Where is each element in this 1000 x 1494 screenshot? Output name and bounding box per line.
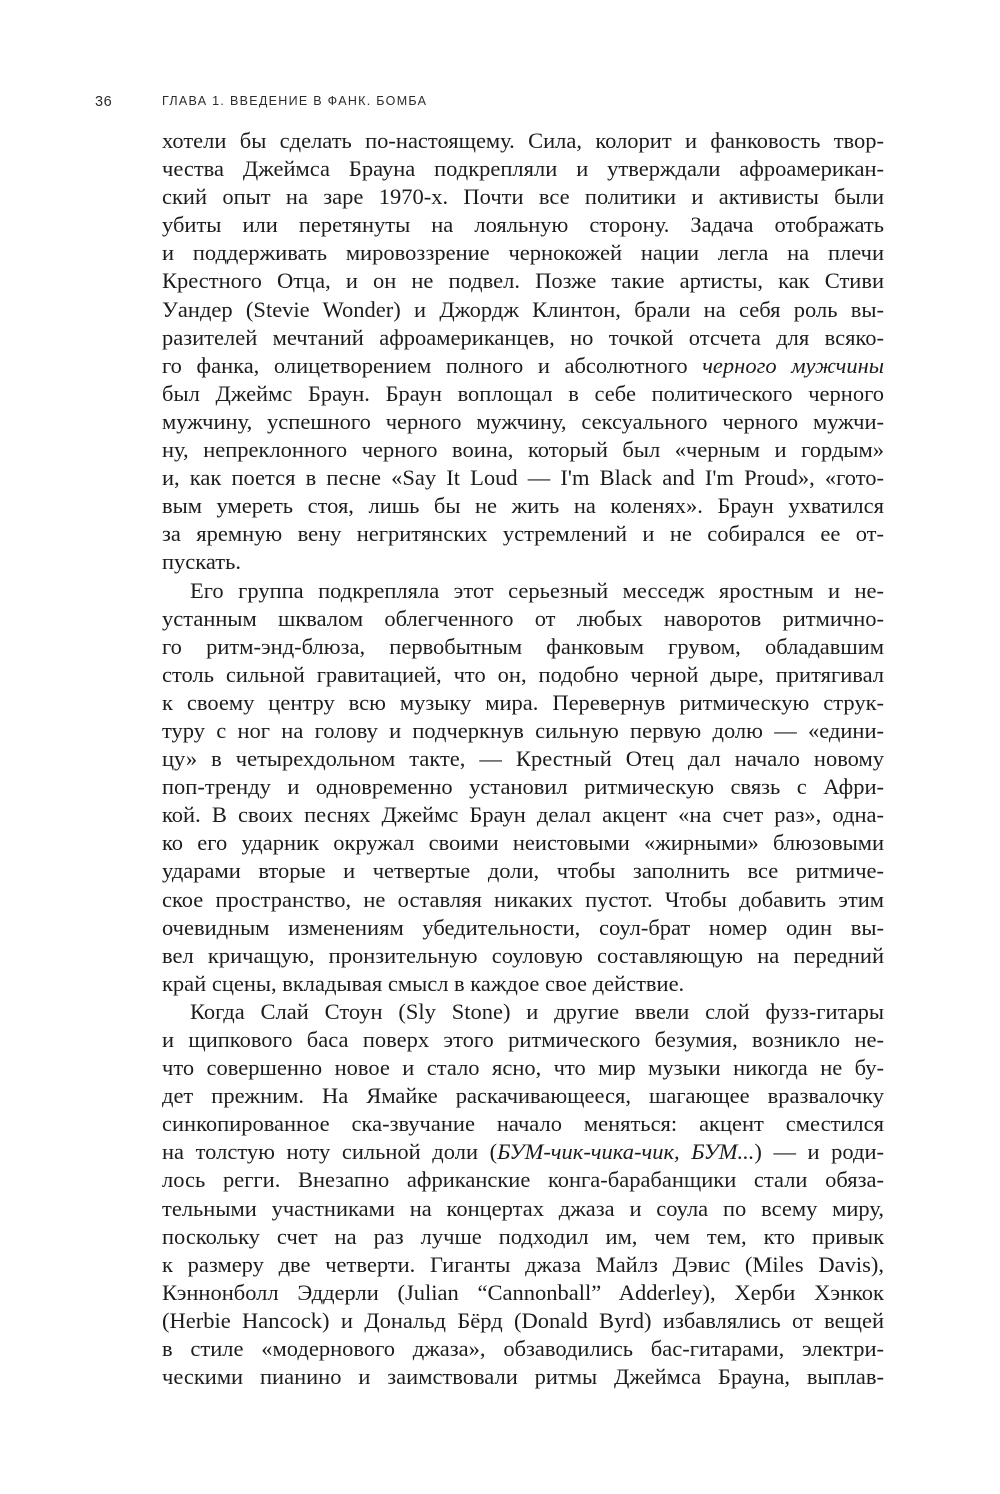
chapter-header: ГЛАВА 1. ВВЕДЕНИЕ В ФАНК. БОМБА [162, 94, 428, 108]
text-line: цу» в четырехдольном такте, — Крестный Отец дал начало новому [162, 746, 884, 772]
text-line: вел кричащую, пронзительную соуловую составляющую на передний [162, 942, 884, 968]
text-line: го ритм-энд-блюза, первобытным фанковым грувом, обладавшим [162, 633, 884, 659]
emphasis: БУМ-чик-чика-чик, БУМ... [497, 1139, 755, 1165]
page-number: 36 [95, 94, 113, 110]
text-line: Крестного Отца, и он не подвел. Позже такие артисты, как Стиви [162, 268, 884, 294]
text-line: к размеру две четверти. Гиганты джаза Майлз Дэвис (Miles Davis), [162, 1251, 884, 1277]
text-line: был Джеймс Браун. Браун воплощал в себе политического черного [162, 380, 884, 406]
text-line: на толстую ноту сильной доли (БУМ-чик-чика-чик, БУМ...) — и роди- [162, 1139, 884, 1165]
text-line: разителей мечтаний афроамериканцев, но точкой отсчета для всяко- [162, 324, 884, 350]
paragraph [162, 998, 884, 1391]
text-line: тельными участниками на концертах джаза и соула по всему миру, [162, 1195, 884, 1221]
text-line: убиты или перетянуты на лояльную сторону. Задача отображать [162, 212, 884, 238]
text-line: Его группа подкрепляла этот серьезный месседж яростным и не- [190, 577, 884, 603]
text-line: Кэннонболл Эддерли (Julian “Cannonball” Adderley), Херби Хэнкок [162, 1279, 884, 1305]
text-line: ский опыт на заре 1970-х. Почти все политики и активисты были [162, 184, 884, 210]
text-line: Когда Слай Стоун (Sly Stone) и другие ввели слой фузз-гитары [190, 998, 884, 1024]
text-line: и, как поется в песне «Say It Loud — I'm Black and I'm Proud», «гото- [162, 465, 884, 491]
text-line: и поддерживать мировоззрение чернокожей нации легла на плечи [162, 240, 884, 266]
text-line: за яремную вену негритянских устремлений и не собирался ее от- [162, 521, 884, 547]
text-line: столь сильной гравитацией, что он, подобно черной дыре, притягивал [162, 661, 884, 687]
emphasis: черного мужчины [702, 352, 884, 378]
text-line: ко его ударник окружал своими неистовыми «жирными» блюзовыми [162, 830, 884, 856]
text-line: и щипкового баса поверх этого ритмического безумия, возникло не- [162, 1027, 884, 1052]
text-line: что совершенно новое и стало ясно, что мир музыки никогда не бу- [162, 1055, 884, 1081]
text-line: хотели бы сделать по-настоящему. Сила, колорит и фанковость твор- [162, 128, 884, 153]
running-head [0, 94, 1000, 114]
text-line: устанным шквалом облегченного от любых наворотов ритмично- [162, 605, 884, 631]
text-line: мужчину, успешного черного мужчину, сексуального черного мужчи- [162, 408, 884, 434]
text-line: (Herbie Hancock) и Дональд Бёрд (Donald Byrd) избавлялись от вещей [162, 1307, 884, 1333]
text-line: ну, непреклонного черного воина, который был «черным и гордым» [162, 437, 884, 463]
text-line: очевидным изменениям убедительности, соул-брат номер один вы- [162, 914, 884, 940]
text-line: Уандер (Stevie Wonder) и Джордж Клинтон, брали на себя роль вы- [162, 296, 884, 322]
text-line: дет прежним. На Ямайке раскачивающееся, шагающее вразвалочку [162, 1083, 884, 1109]
paragraph [162, 127, 884, 577]
text-line: лось регги. Внезапно африканские конга-барабанщики стали обяза- [162, 1167, 884, 1193]
text-line: в стиле «модернового джаза», обзаводились бас-гитарами, электри- [162, 1336, 884, 1362]
text-line: ское пространство, не оставляя никаких пустот. Чтобы добавить этим [162, 886, 884, 912]
text-line: туру с ног на голову и подчеркнув сильную первую долю — «едини- [162, 717, 884, 743]
text-line: поскольку счет на раз лучше подходил им, чем тем, кто привык [162, 1223, 884, 1249]
text-line: поп-тренду и одновременно установил ритмическую связь с Афри- [162, 774, 884, 800]
text-line: пускать. [162, 549, 241, 575]
text-line: кой. В своих песнях Джеймс Браун делал акцент «на счет раз», одна- [162, 802, 884, 828]
text-line: к своему центру всю музыку мира. Перевернув ритмическую струк- [162, 689, 884, 715]
text-line: ческими пианино и заимствовали ритмы Джеймса Брауна, выплав- [162, 1364, 884, 1390]
text-line: ударами вторые и четвертые доли, чтобы заполнить все ритмиче- [162, 858, 884, 884]
body-text [162, 127, 884, 1391]
text-line: синкопированное ска-звучание начало меняться: акцент сместился [162, 1111, 884, 1137]
text-line: чества Джеймса Брауна подкрепляли и утверждали афроамерикан- [162, 156, 884, 182]
text-line: го фанка, олицетворением полного и абсолютного черного мужчины [162, 352, 884, 378]
paragraph [162, 577, 884, 998]
text-line: край сцены, вкладывая смысл в каждое свое действие. [162, 970, 685, 996]
text-line: вым умереть стоя, лишь бы не жить на коленях». Браун ухватился [162, 493, 884, 519]
